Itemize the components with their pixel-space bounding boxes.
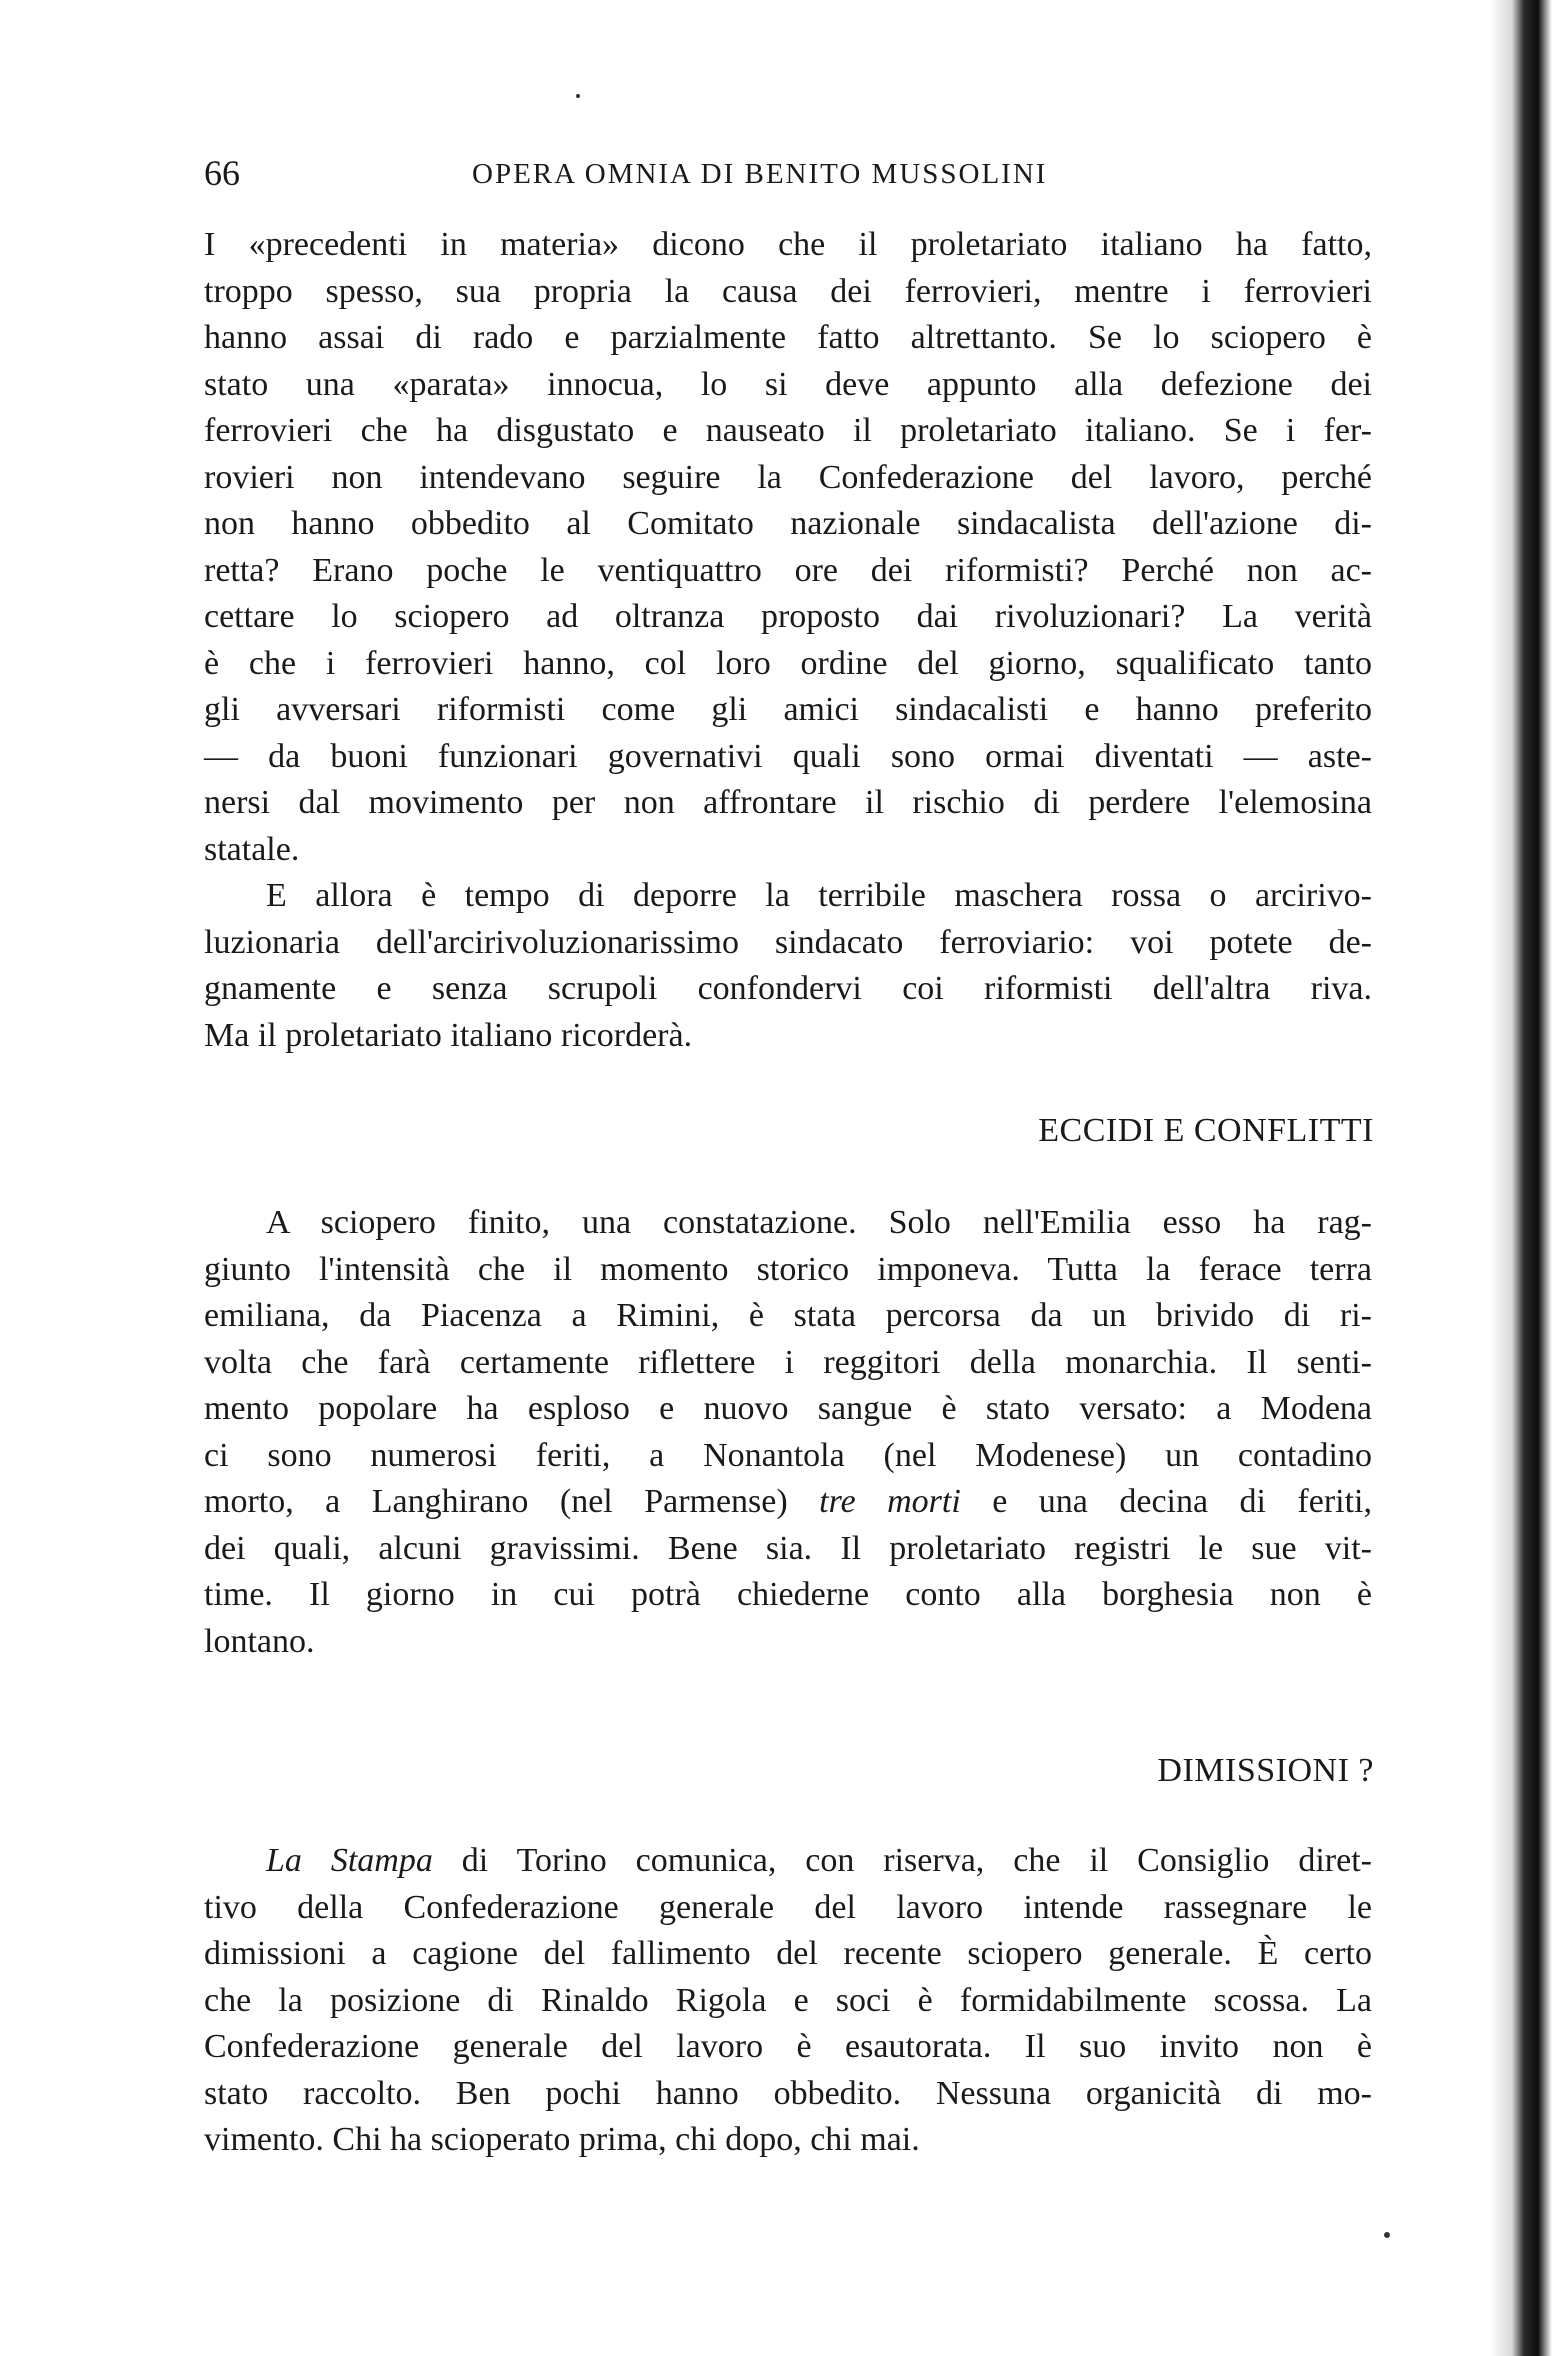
text-line: giunto l'intensità che il momento storico imponeva. Tutta la ferace terra (204, 1250, 1372, 1288)
text-line: ferrovieri che ha disgustato e nauseato il proletariato italiano. Se i fer- (204, 412, 1372, 449)
text-line: A sciopero finito, una constatazione. Solo nell'Emilia esso ha rag- (266, 1204, 1372, 1241)
text-line: dimissioni a cagione del fallimento del recente sciopero generale. È certo (204, 1935, 1372, 1972)
text-line: mento popolare ha esploso e nuovo sangue è stato versato: a Modena (204, 1390, 1372, 1427)
text-line: lontano. (204, 1622, 315, 1660)
running-title: OPERA OMNIA DI BENITO MUSSOLINI (472, 158, 1048, 190)
text-line: che la posizione di Rinaldo Rigola e soci è formidabilmente scossa. La (204, 1981, 1372, 2019)
text-line: luzionaria dell'arcirivoluzionarissimo sindacato ferroviario: voi potete de- (204, 923, 1372, 961)
text-line: retta? Erano poche le ventiquattro ore dei riformisti? Perché non ac- (204, 551, 1372, 589)
italic-text: tre morti (819, 1483, 961, 1520)
text-run: morto, a Langhirano (nel Parmense) (204, 1483, 820, 1520)
text-line: è che i ferrovieri hanno, col loro ordine del giorno, squalificato tanto (204, 644, 1372, 682)
running-head (204, 152, 1364, 202)
italic-text: La Stampa (266, 1842, 433, 1879)
text-line (204, 1479, 1372, 1526)
text-line: emiliana, da Piacenza a Rimini, è stata percorsa da un brivido di ri- (204, 1297, 1372, 1334)
text-line: Confederazione generale del lavoro è esautorata. Il suo invito non è (204, 2028, 1372, 2065)
text-run: di Torino comunica, con riserva, che il Consiglio diret- (432, 1842, 1372, 1879)
text-line: stato raccolto. Ben pochi hanno obbedito. Nessuna organicità di mo- (204, 2074, 1372, 2112)
text-line (204, 1838, 1372, 1885)
text-run: e una decina di feriti, (960, 1483, 1373, 1520)
text-line: Ma il proletariato italiano ricorderà. (204, 1016, 693, 1054)
text-line: E allora è tempo di deporre la terribile maschera rossa o arcirivo- (266, 877, 1372, 914)
article-2-body (204, 1200, 1372, 1665)
scan-speck (576, 94, 580, 98)
text-line: non hanno obbedito al Comitato nazionale sindacalista dell'azione di- (204, 505, 1372, 542)
text-line: troppo spesso, sua propria la causa dei ferrovieri, mentre i ferrovieri (204, 272, 1372, 310)
text-line: hanno assai di rado e parzialmente fatto altrettanto. Se lo sciopero è (204, 319, 1372, 356)
section-heading-dimissioni: DIMISSIONI ? (1157, 1752, 1374, 1789)
article-1-body (204, 222, 1372, 1059)
text-line: I «precedenti in materia» dicono che il proletariato italiano ha fatto, (204, 226, 1372, 263)
text-line: ci sono numerosi feriti, a Nonantola (nel Modenese) un contadino (204, 1436, 1372, 1474)
text-line: time. Il giorno in cui potrà chiederne conto alla borghesia non è (204, 1576, 1372, 1613)
text-line: nersi dal movimento per non affrontare il rischio di perdere l'elemosina (204, 784, 1372, 821)
page-number: 66 (204, 153, 240, 193)
text-line: volta che farà certamente riflettere i reggitori della monarchia. Il senti- (204, 1343, 1372, 1381)
text-line: cettare lo sciopero ad oltranza proposto dai rivoluzionari? La verità (204, 598, 1372, 635)
text-line: — da buoni funzionari governativi quali sono ormai diventati — aste- (204, 737, 1372, 775)
text-line: tivo della Confederazione generale del lavoro intende rassegnare le (204, 1888, 1372, 1926)
section-heading-eccidi: ECCIDI E CONFLITTI (1038, 1112, 1374, 1149)
scan-speck (1384, 2232, 1390, 2238)
text-line: stato una «parata» innocua, lo si deve appunto alla defezione dei (204, 365, 1372, 403)
text-line: dei quali, alcuni gravissimi. Bene sia. Il proletariato registri le sue vit- (204, 1529, 1372, 1567)
article-3-body (204, 1838, 1372, 2164)
scanned-page-edge (1490, 0, 1552, 2356)
text-line: vimento. Chi ha scioperato prima, chi dopo, chi mai. (204, 2121, 920, 2158)
text-line: gli avversari riformisti come gli amici sindacalisti e hanno preferito (204, 691, 1372, 728)
text-line: rovieri non intendevano seguire la Confederazione del lavoro, perché (204, 458, 1372, 496)
text-line: gnamente e senza scrupoli confondervi coi riformisti dell'altra riva. (204, 970, 1372, 1007)
text-line: statale. (204, 830, 300, 868)
